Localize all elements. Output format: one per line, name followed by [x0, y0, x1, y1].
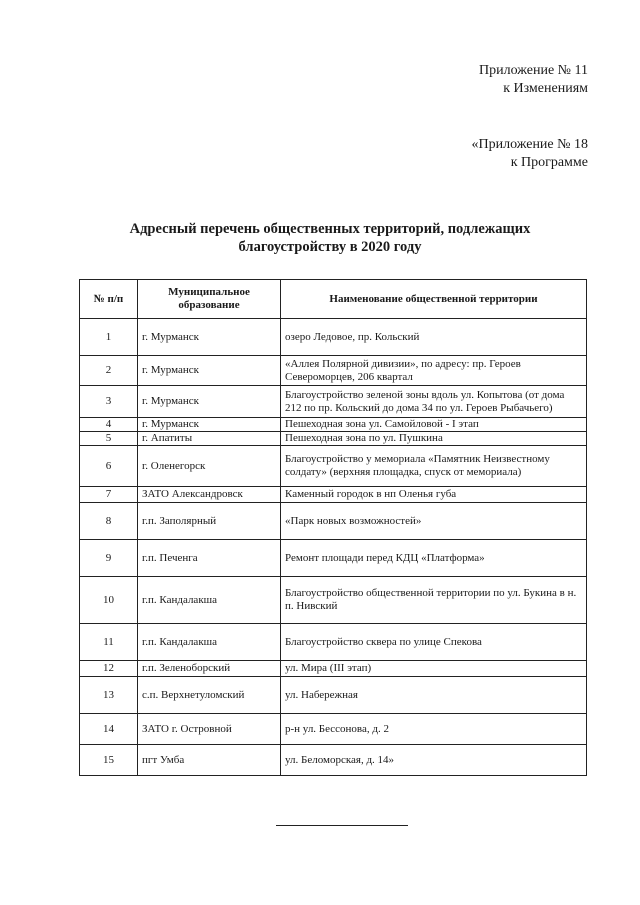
row-territory: Пешеходная зона по ул. Пушкина — [281, 432, 587, 446]
row-municipality: г. Мурманск — [138, 319, 281, 356]
row-territory: р-н ул. Бессонова, д. 2 — [281, 714, 587, 745]
appendix-note-program — [472, 136, 589, 172]
header-territory: Наименование общественной территории — [281, 280, 587, 319]
row-municipality: с.п. Верхнетуломский — [138, 677, 281, 714]
table-row — [80, 418, 587, 432]
row-territory: ул. Набережная — [281, 677, 587, 714]
table-row — [80, 714, 587, 745]
row-municipality: г.п. Кандалакша — [138, 577, 281, 624]
title-line-2: благоустройству в 2020 году — [238, 239, 422, 255]
row-number: 12 — [80, 661, 138, 677]
footer-divider — [276, 825, 408, 826]
row-number: 7 — [80, 487, 138, 503]
row-territory: «Парк новых возможностей» — [281, 503, 587, 540]
table-row — [80, 432, 587, 446]
table-row — [80, 356, 587, 386]
row-municipality: г.п. Печенга — [138, 540, 281, 577]
row-territory: ул. Беломорская, д. 14» — [281, 745, 587, 776]
row-number: 6 — [80, 446, 138, 487]
row-territory: ул. Мира (III этап) — [281, 661, 587, 677]
table-header-row — [80, 280, 587, 319]
row-municipality: г.п. Заполярный — [138, 503, 281, 540]
table-row — [80, 487, 587, 503]
table-row — [80, 745, 587, 776]
table-row — [80, 577, 587, 624]
appendix-number: «Приложение № 18 — [471, 137, 588, 152]
row-number: 1 — [80, 319, 138, 356]
row-number: 15 — [80, 745, 138, 776]
row-number: 10 — [80, 577, 138, 624]
row-territory: Благоустройство у мемориала «Памятник Неизвестному солдату» (верхняя площадка, спуск от мемориала) — [281, 446, 587, 487]
territory-table — [79, 279, 587, 776]
row-municipality: ЗАТО Александровск — [138, 487, 281, 503]
table-row — [80, 503, 587, 540]
row-number: 8 — [80, 503, 138, 540]
row-municipality: ЗАТО г. Островной — [138, 714, 281, 745]
row-municipality: г. Оленегорск — [138, 446, 281, 487]
table-row — [80, 446, 587, 487]
row-territory: озеро Ледовое, пр. Кольский — [281, 319, 587, 356]
appendix-number: Приложение № 11 — [479, 63, 588, 78]
row-number: 14 — [80, 714, 138, 745]
row-territory: «Аллея Полярной дивизии», по адресу: пр. Героев Североморцев, 206 квартал — [281, 356, 587, 386]
row-territory: Ремонт площади перед КДЦ «Платформа» — [281, 540, 587, 577]
row-municipality: г. Мурманск — [138, 356, 281, 386]
row-territory: Благоустройство зеленой зоны вдоль ул. Копытова (от дома 212 по пр. Кольский до дома 34 по ул. Героев Рыбачьего) — [281, 386, 587, 418]
table-row — [80, 386, 587, 418]
row-territory: Благоустройство общественной территории по ул. Букина в н. п. Нивский — [281, 577, 587, 624]
row-municipality: г.п. Зеленоборский — [138, 661, 281, 677]
row-territory: Пешеходная зона ул. Самойловой - I этап — [281, 418, 587, 432]
row-municipality: г. Мурманск — [138, 418, 281, 432]
appendix-note-changes — [479, 62, 588, 98]
table-row — [80, 319, 587, 356]
row-number: 11 — [80, 624, 138, 661]
row-number: 5 — [80, 432, 138, 446]
header-number: № п/п — [80, 280, 138, 319]
row-number: 13 — [80, 677, 138, 714]
document-title — [60, 220, 600, 256]
row-municipality: пгт Умба — [138, 745, 281, 776]
title-line-1: Адресный перечень общественных территорий, подлежащих — [129, 221, 531, 237]
table-row — [80, 624, 587, 661]
row-number: 4 — [80, 418, 138, 432]
row-municipality: г.п. Кандалакша — [138, 624, 281, 661]
row-number: 3 — [80, 386, 138, 418]
appendix-reference: к Изменениям — [503, 81, 588, 96]
row-number: 2 — [80, 356, 138, 386]
header-municipality: Муниципальное образование — [138, 280, 281, 319]
row-number: 9 — [80, 540, 138, 577]
table-row — [80, 540, 587, 577]
table-row — [80, 661, 587, 677]
row-municipality: г. Мурманск — [138, 386, 281, 418]
appendix-reference: к Программе — [510, 155, 588, 170]
row-territory: Благоустройство сквера по улице Спекова — [281, 624, 587, 661]
row-municipality: г. Апатиты — [138, 432, 281, 446]
row-territory: Каменный городок в нп Оленья губа — [281, 487, 587, 503]
table-row — [80, 677, 587, 714]
